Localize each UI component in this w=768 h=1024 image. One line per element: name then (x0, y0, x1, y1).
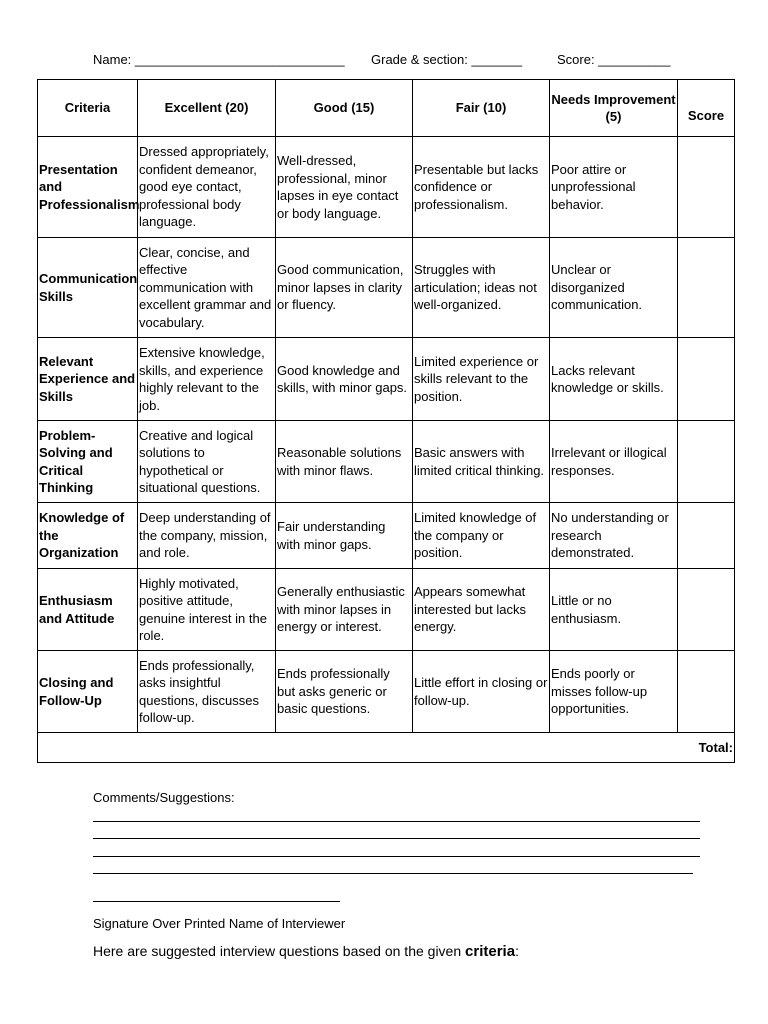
needs-improvement-cell: Little or no enthusiasm. (550, 569, 678, 651)
fair-cell: Basic answers with limited critical thinking. (413, 421, 550, 503)
table-row (38, 569, 735, 651)
header-criteria: Criteria (38, 80, 138, 137)
comment-line[interactable] (93, 838, 700, 839)
needs-improvement-cell: Unclear or disorganized communication. (550, 238, 678, 338)
good-cell: Good knowledge and skills, with minor gaps. (276, 338, 413, 421)
table-row (38, 338, 735, 421)
header-excellent: Excellent (20) (138, 80, 276, 137)
needs-improvement-cell: Ends poorly or misses follow-up opportunities. (550, 651, 678, 733)
intro-text: Here are suggested interview questions based on the given (93, 943, 466, 959)
needs-improvement-cell: No understanding or research demonstrated. (550, 503, 678, 569)
fair-cell: Presentable but lacks confidence or professionalism. (413, 137, 550, 238)
criteria-cell: Enthusiasm and Attitude (38, 569, 138, 651)
header-fields (93, 52, 708, 70)
fair-cell: Limited knowledge of the company or position. (413, 503, 550, 569)
grade-section-field[interactable]: Grade & section: _______ (371, 52, 523, 67)
name-field[interactable]: Name: _____________________________ (93, 52, 345, 67)
score-cell[interactable] (678, 137, 735, 238)
excellent-cell: Ends professionally, asks insightful questions, discusses follow-up. (138, 651, 276, 733)
score-field[interactable]: Score: __________ (557, 52, 671, 67)
excellent-cell: Highly motivated, positive attitude, genuine interest in the role. (138, 569, 276, 651)
score-cell[interactable] (678, 651, 735, 733)
total-row (38, 733, 735, 763)
header-score: Score (678, 80, 735, 137)
criteria-cell: Closing and Follow-Up (38, 651, 138, 733)
signature-label: Signature Over Printed Name of Interviewer (93, 916, 346, 931)
table-row (38, 421, 735, 503)
good-cell: Fair understanding with minor gaps. (276, 503, 413, 569)
criteria-cell: Problem-Solving and Critical Thinking (38, 421, 138, 503)
excellent-cell: Clear, concise, and effective communication with excellent grammar and vocabulary. (138, 238, 276, 338)
total-label[interactable]: Total: (38, 733, 735, 763)
criteria-cell: Presentation and Professionalism (38, 137, 138, 238)
needs-improvement-cell: Irrelevant or illogical responses. (550, 421, 678, 503)
good-cell: Generally enthusiastic with minor lapses in energy or interest. (276, 569, 413, 651)
header-good: Good (15) (276, 80, 413, 137)
comment-line[interactable] (93, 873, 693, 874)
criteria-cell: Communication Skills (38, 238, 138, 338)
score-cell[interactable] (678, 238, 735, 338)
fair-cell: Appears somewhat interested but lacks energy. (413, 569, 550, 651)
comments-label: Comments/Suggestions: (93, 790, 235, 805)
good-cell: Ends professionally but asks generic or basic questions. (276, 651, 413, 733)
score-cell[interactable] (678, 421, 735, 503)
good-cell: Well-dressed, professional, minor lapses in eye contact or body language. (276, 137, 413, 238)
criteria-cell: Relevant Experience and Skills (38, 338, 138, 421)
comment-line[interactable] (93, 856, 700, 857)
fair-cell: Struggles with articulation; ideas not well-organized. (413, 238, 550, 338)
header-needs-improvement: Needs Improvement (5) (550, 80, 678, 137)
excellent-cell: Deep understanding of the company, mission, and role. (138, 503, 276, 569)
table-row (38, 503, 735, 569)
suggested-questions-intro (93, 943, 519, 960)
score-cell[interactable] (678, 569, 735, 651)
score-cell[interactable] (678, 338, 735, 421)
good-cell: Good communication, minor lapses in clarity or fluency. (276, 238, 413, 338)
signature-line[interactable] (93, 901, 340, 902)
needs-improvement-cell: Poor attire or unprofessional behavior. (550, 137, 678, 238)
table-header-row (38, 80, 735, 137)
excellent-cell: Dressed appropriately, confident demeanor, good eye contact, professional body language. (138, 137, 276, 238)
table-row (38, 137, 735, 238)
table-row (38, 651, 735, 733)
fair-cell: Limited experience or skills relevant to the position. (413, 338, 550, 421)
comment-line[interactable] (93, 821, 700, 822)
criteria-cell: Knowledge of the Organization (38, 503, 138, 569)
intro-bold-word: criteria (465, 943, 516, 960)
score-cell[interactable] (678, 503, 735, 569)
excellent-cell: Extensive knowledge, skills, and experience highly relevant to the job. (138, 338, 276, 421)
good-cell: Reasonable solutions with minor flaws. (276, 421, 413, 503)
excellent-cell: Creative and logical solutions to hypothetical or situational questions. (138, 421, 276, 503)
rubric-table (37, 79, 735, 763)
table-row (38, 238, 735, 338)
fair-cell: Little effort in closing or follow-up. (413, 651, 550, 733)
header-fair: Fair (10) (413, 80, 550, 137)
intro-colon: : (515, 943, 519, 959)
needs-improvement-cell: Lacks relevant knowledge or skills. (550, 338, 678, 421)
